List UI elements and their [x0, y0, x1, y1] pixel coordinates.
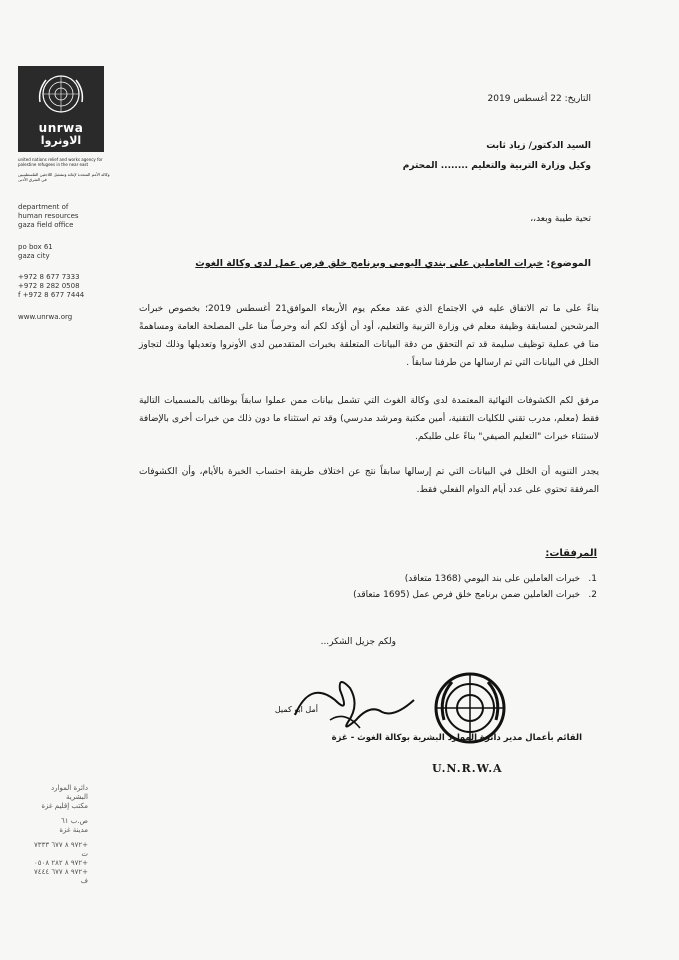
subject-text: خبرات العاملين على بندي اليومي وبرنامج خلق فرص عمل لدى وكالة الغوث [195, 258, 544, 269]
attachment-item [405, 573, 597, 585]
address-line: gaza city [18, 252, 50, 260]
logo-text-en: unrwa [38, 121, 84, 135]
agency-name-ar: وكالة الأمم المتحدة لإغاثة وتشغيل اللاجئين الفلسطينيين في الشرق الأدنى [18, 172, 110, 182]
footer-ar-line: مكتب إقليم غزة [41, 802, 88, 810]
signatory-title: القائم بأعمال مدير دائرة الموارد البشرية بوكالة الغوث - غزة [331, 733, 582, 743]
footer-ar-line: +٩٧٢ ٨ ٦٧٧ ٧٣٣٣ ت [34, 841, 88, 858]
attachment-text: خبرات العاملين على بند اليومي (1368 متعاقد) [404, 574, 581, 584]
logo-text-ar: الاونروا [40, 134, 82, 147]
dept-line: department of [18, 203, 69, 211]
letter-date: التاريخ: 22 أغسطس 2019 [487, 94, 591, 104]
paragraph-3: يجدر التنويه أن الخلل في البيانات التي تم إرسالها سابقاً نتج عن اختلاف طريقة احتساب الخبرة بالأيام، وأن الكشوفات المرفقة تحتوي على عدد أيام الدوام الفعلي فقط. [139, 467, 599, 495]
address-block [18, 243, 118, 261]
attachments-title-text: المرفقات: [545, 548, 597, 559]
closing-thanks: ولكم جزيل الشكر... [320, 637, 396, 647]
greeting: تحية طيبة وبعد،، [530, 214, 591, 224]
subject-label: الموضوع: [546, 258, 591, 269]
footer-ar-line: +٩٧٢ ٨ ٦٧٧ ٧٤٤٤ ف [34, 868, 88, 885]
recipient-title: وكيل وزارة التربية والتعليم ........ المحترم [402, 161, 591, 171]
department-block [18, 203, 118, 230]
footer-ar-line: +٩٧٢ ٨ ٢٨٢ ٠٥٠٨ [34, 859, 88, 867]
signature-icon [274, 660, 420, 740]
signatory-name: أمل ابو كميل [274, 705, 318, 714]
address-line: po box 61 [18, 243, 53, 251]
footer-ar-line: مدينة غزة [59, 826, 88, 834]
footer-ar-block [28, 784, 88, 886]
attachment-item [353, 589, 597, 601]
footer-ar-line: دائرة الموارد البشرية [51, 784, 88, 801]
attachments-title [545, 548, 597, 560]
website-link[interactable]: www.unrwa.org [18, 313, 73, 321]
recipient-name: السيد الدكتور/ زياد ثابت [486, 141, 591, 151]
phone-line: f +972 8 677 7444 [18, 291, 85, 299]
unrwa-logo [18, 66, 104, 152]
stamp-label: U.N.R.W.A [432, 762, 503, 775]
phone-block [18, 273, 118, 300]
attachment-number: 2. [588, 590, 597, 600]
paragraph-1: بناءً على ما تم الاتفاق عليه في الاجتماع الذي عقد معكم يوم الأربعاء الموافق21 أغسطس 2019؛ بخصوص خبرات المرشحين لمسابقة وظيفة معلم في وزارة التربية والتعليم، أود أن أؤكد لكم أنه وحرصاً منا على المصلحة العامة ومساهمةً منا في عملية توظيف سليمة قد تم التحقق من دقة البيانات المتعلقة بخبرات المتقدمين لدى الأونروا وتعديلها وذلك لتجاوز الخلل في البيانات التي تم ارسالها من طرفنا سابقاً . [139, 304, 599, 368]
dept-line: gaza field office [18, 221, 74, 229]
subject-line [195, 258, 591, 270]
dept-line: human resources [18, 212, 79, 220]
phone-line: +972 8 282 0508 [18, 282, 80, 290]
attachment-number: 1. [588, 574, 597, 584]
agency-name-en: united nations relief and works agency for palestine refugees in the near east [18, 157, 103, 167]
attachment-text: خبرات العاملين ضمن برنامج خلق فرص عمل (1695 متعاقد) [353, 590, 581, 600]
paragraph-2: مرفق لكم الكشوفات النهائية المعتمدة لدى وكالة الغوث التي تشمل بيانات ممن عملوا سابقاً بوظائف بالمسميات التالية فقط (معلم، مدرب تقني للكليات التقنية، أمين مكتبة ومرشد مدرسي) وقد تم استثناء ما دون ذلك من خبرات أخرى بالإضافة لاستثناء خبرات "التعليم الصيفي" بناءً على طلبكم. [139, 396, 599, 442]
phone-line: +972 8 677 7333 [18, 273, 80, 281]
footer-ar-line: ص.ب ٦١ [60, 817, 88, 825]
